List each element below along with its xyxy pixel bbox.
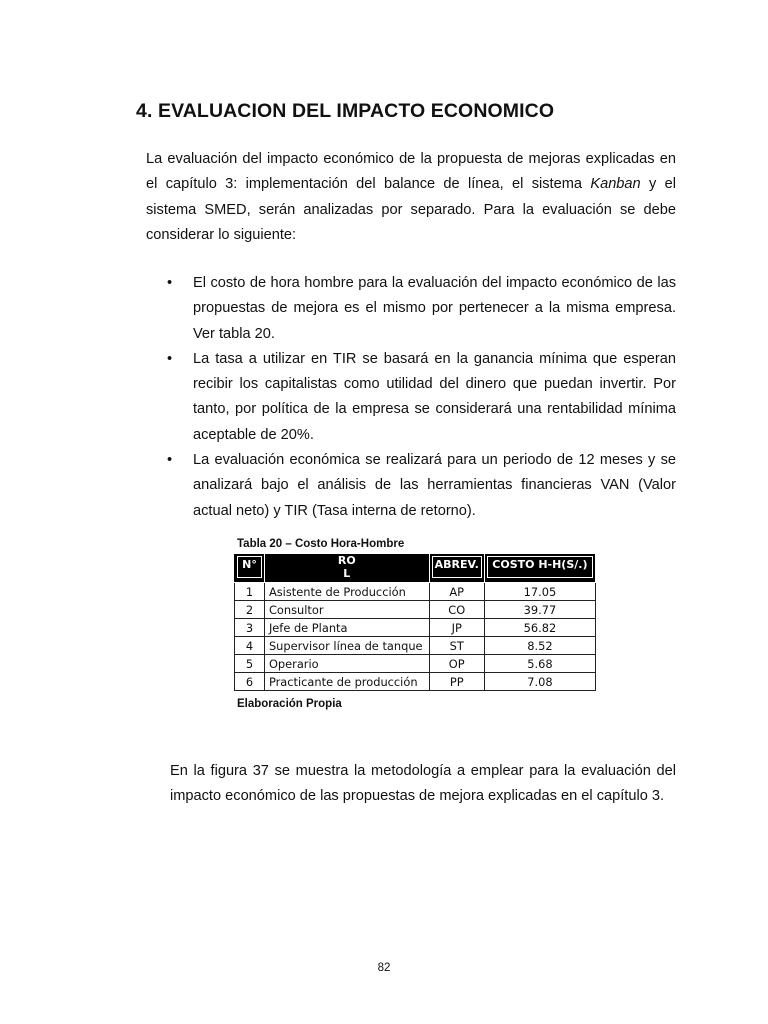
cell-number: 5 [235,655,265,673]
cell-abbrev: JP [429,619,484,637]
cell-number: 3 [235,619,265,637]
cell-abbrev: ST [429,637,484,655]
list-item-text: La evaluación económica se realizará para un periodo de 12 meses y se analizará bajo el análisis de las herramientas financieras VAN (Valor actual neto) y TIR (Tasa interna de retorno). [193,452,676,519]
intro-italic-term: Kanban [590,176,641,193]
table-row [235,601,596,619]
cell-cost: 17.05 [484,583,595,601]
cell-cost: 39.77 [484,601,595,619]
bullet-icon: • [167,350,173,367]
header-role: RO L [264,554,429,583]
table-row [235,619,596,637]
cell-abbrev: AP [429,583,484,601]
bullet-icon: • [167,275,173,291]
cell-role: Operario [264,655,429,673]
cost-table [234,553,596,691]
table-row [235,583,596,601]
cell-number: 6 [235,673,265,691]
cell-role: Jefe de Planta [264,619,429,637]
cell-cost: 8.52 [484,637,595,655]
section-heading: 4. EVALUACION DEL IMPACTO ECONOMICO [136,100,555,122]
table-source: Elaboración Propia [237,698,342,710]
intro-text-end: y el sistema SMED, serán analizadas por separado. Para la evaluación se debe considerar lo siguiente: [146,176,676,243]
table-row [235,673,596,691]
bullet-icon: • [167,452,173,469]
header-abbrev: ABREV. [429,554,484,583]
header-number: N° [235,554,265,583]
cell-number: 4 [235,637,265,655]
table-header-row [235,554,596,583]
closing-paragraph: En la figura 37 se muestra la metodología a emplear para la evaluación del impacto económico de las propuestas de mejora explicadas en el capítulo 3. [170,763,676,805]
considerations-list [167,271,676,524]
cell-abbrev: PP [429,673,484,691]
table-row [235,655,596,673]
table-row [235,637,596,655]
list-item-text: El costo de hora hombre para la evaluación del impacto económico de las propuestas de mejora es el mismo por pertenecer a la misma empresa. Ver tabla 20. [193,275,676,342]
page-number: 82 [377,962,391,974]
intro-text-start: La evaluación del impacto económico de la propuesta de mejoras explicadas en el capítulo 3: implementación del balance de línea, el sistema [146,151,676,193]
cell-number: 2 [235,601,265,619]
list-item [167,448,676,524]
header-cost: COSTO H-H(S/.) [484,554,595,583]
list-item [167,271,676,347]
cell-role: Supervisor línea de tanque [264,637,429,655]
cell-cost: 7.08 [484,673,595,691]
list-item [167,347,676,448]
intro-paragraph [146,147,676,248]
table-caption: Tabla 20 – Costo Hora-Hombre [237,538,405,550]
cell-abbrev: OP [429,655,484,673]
cell-role: Consultor [264,601,429,619]
cell-cost: 56.82 [484,619,595,637]
cell-role: Practicante de producción [264,673,429,691]
cell-number: 1 [235,583,265,601]
cell-cost: 5.68 [484,655,595,673]
cell-role: Asistente de Producción [264,583,429,601]
cell-abbrev: CO [429,601,484,619]
list-item-text: La tasa a utilizar en TIR se basará en la ganancia mínima que esperan recibir los capitalistas como utilidad del dinero que puedan invertir. Por tanto, por política de la empresa se considerará una rentabilidad mínima aceptable de 20%. [193,350,676,443]
